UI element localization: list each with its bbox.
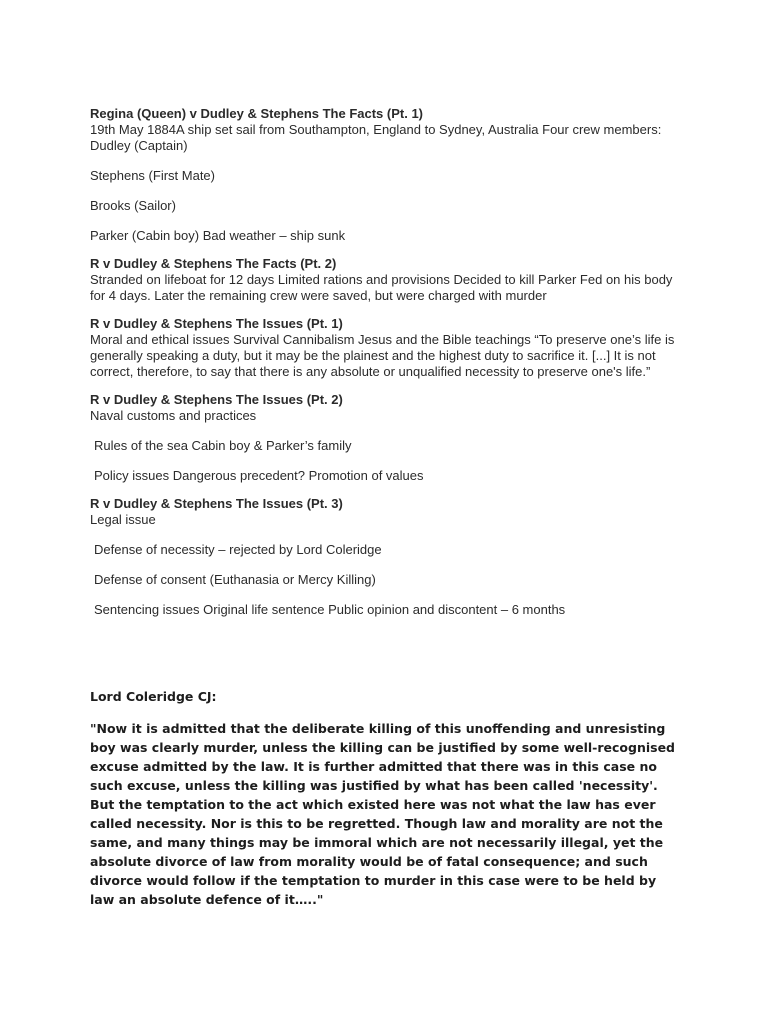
issues-2-line-2: Rules of the sea Cabin boy & Parker’s family [94, 438, 352, 453]
issues-3-line-4: Sentencing issues Original life sentence Public opinion and discontent – 6 months [94, 602, 566, 617]
section-heading-issues-3: R v Dudley & Stephens The Issues (Pt. 3) [90, 496, 343, 511]
quote-attribution: Lord Coleridge CJ: [90, 689, 217, 704]
issues-3-line-3: Defense of consent (Euthanasia or Mercy Killing) [94, 572, 376, 587]
section-heading-issues-2: R v Dudley & Stephens The Issues (Pt. 2) [90, 392, 343, 407]
facts-1-line-2: Stephens (First Mate) [90, 168, 215, 183]
issues-3-line-2: Defense of necessity – rejected by Lord Coleridge [94, 542, 382, 557]
facts-2-line-1: Stranded on lifeboat for 12 days Limited rations and provisions Decided to kill Parker Fed on his body for 4 days. Later the remaining crew were saved, but were charged with murder [90, 272, 673, 303]
section-heading-issues-1: R v Dudley & Stephens The Issues (Pt. 1) [90, 316, 343, 331]
quote-text: "Now it is admitted that the deliberate killing of this unoffending and unresisting boy was clearly murder, unless the killing can be justified by some well-recognised excuse admitted by the law. It is further admitted that there was in this case no such excuse, unless the killing was justified by what has been called 'necessity'. But the temptation to the act which existed here was not what the law has ever called necessity. Nor is this to be regretted. Though law and morality are not the same, and many things may be immoral which are not necessarily illegal, yet the absolute divorce of law from morality would be of fatal consequence; and such divorce would follow if the temptation to murder in this case were to be held by law an absolute defence of it….." [90, 721, 676, 907]
issues-2-line-3: Policy issues Dangerous precedent? Promotion of values [94, 468, 424, 483]
facts-1-line-4: Parker (Cabin boy) Bad weather – ship sunk [90, 228, 346, 243]
facts-1-line-3: Brooks (Sailor) [90, 198, 176, 213]
coleridge-quote-block [90, 689, 690, 909]
document-body [90, 106, 690, 618]
facts-1-line-1: 19th May 1884A ship set sail from Southampton, England to Sydney, Australia Four crew members: Dudley (Captain) [90, 122, 662, 153]
issues-3-line-1: Legal issue [90, 512, 156, 527]
issues-1-line-1: Moral and ethical issues Survival Cannibalism Jesus and the Bible teachings “To preserve one’s life is generally speaking a duty, but it may be the plainest and the highest duty to sacrifice it. [...] It is not correct, therefore, to say that there is any absolute or unqualified necessity to preserve one's life.” [90, 332, 675, 379]
issues-2-line-1: Naval customs and practices [90, 408, 257, 423]
section-heading-facts-2: R v Dudley & Stephens The Facts (Pt. 2) [90, 256, 337, 271]
section-heading-facts-1: Regina (Queen) v Dudley & Stephens The Facts (Pt. 1) [90, 106, 424, 121]
